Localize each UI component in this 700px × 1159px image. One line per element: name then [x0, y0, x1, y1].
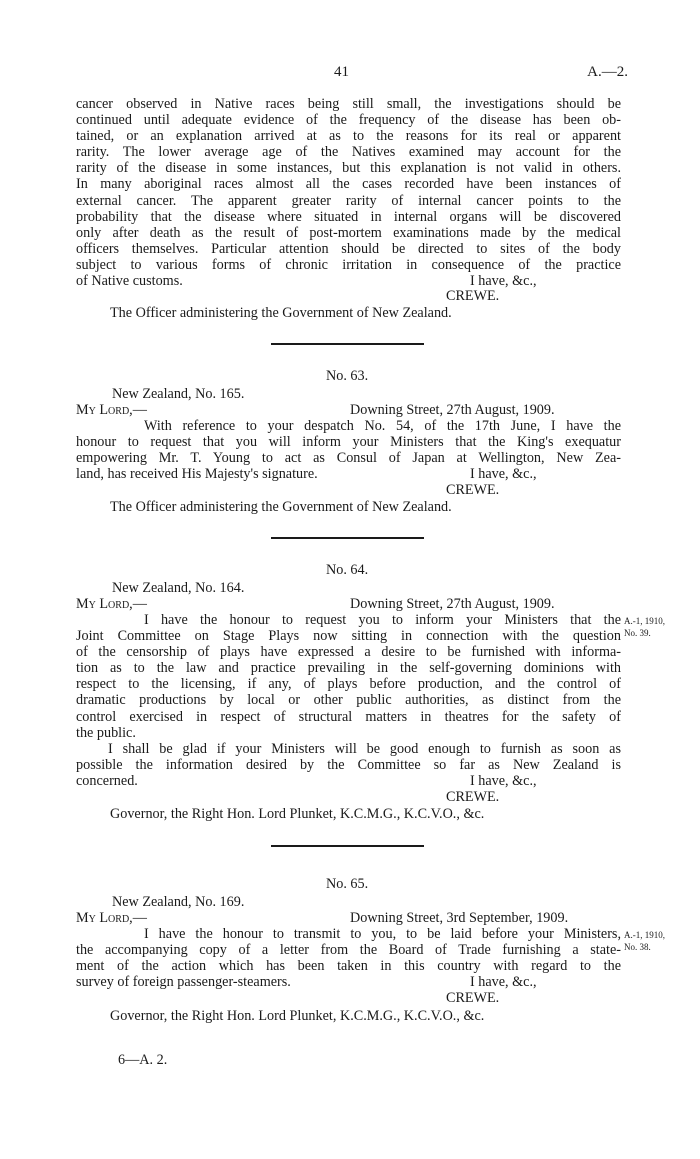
- text-line: survey of foreign passenger-steamers.: [76, 974, 291, 991]
- despatch-number: No. 65.: [326, 876, 369, 892]
- section-divider: [271, 537, 424, 539]
- paper-reference: A.—2.: [587, 64, 628, 80]
- signature-mark: 6—A. 2.: [118, 1052, 168, 1068]
- addressee: The Officer administering the Government of New Zealand.: [110, 305, 452, 321]
- text-line: continued until adequate evidence of the frequency of the disease has been ob-: [76, 112, 621, 129]
- text-line: of the censorship of plays have expressed a desire to be furnished with informa-: [76, 644, 621, 661]
- intro-paragraph: [76, 96, 621, 289]
- salutation: My Lord,—: [76, 402, 147, 418]
- addressee: Governor, the Right Hon. Lord Plunket, K.C.M.G., K.C.V.O., &c.: [110, 1008, 485, 1024]
- despatch-date: Downing Street, 27th August, 1909.: [350, 596, 555, 612]
- text-line: only after death as the result of post-mortem examinations made by the medical: [76, 224, 621, 241]
- signer: CREWE.: [446, 288, 500, 304]
- despatch-body: [76, 612, 621, 789]
- signer: CREWE.: [446, 482, 500, 498]
- closing: I have, &c.,: [470, 466, 537, 483]
- text-line: empowering Mr. T. Young to act as Consul of Japan at Wellington, New Zea-: [76, 450, 621, 467]
- text-line: I shall be glad if your Ministers will be good enough to furnish as soon as: [108, 740, 621, 757]
- despatch-number: No. 64.: [326, 562, 369, 578]
- signer: CREWE.: [446, 789, 500, 805]
- closing: I have, &c.,: [470, 974, 537, 991]
- section-divider: [271, 845, 424, 847]
- despatch-body: [76, 418, 621, 482]
- text-line: In many aboriginal races almost all the cases recorded have been instances of: [76, 176, 621, 193]
- text-line: the accompanying copy of a letter from the Board of Trade furnishing a state-: [76, 942, 621, 959]
- text-line: Joint Committee on Stage Plays now sitting in connection with the question: [76, 628, 621, 645]
- text-line: concerned.: [76, 772, 138, 789]
- text-line: subject to various forms of chronic irritation in consequence of the practice: [76, 256, 621, 273]
- margin-reference: A.-1, 1910,: [624, 616, 665, 626]
- addressee: The Officer administering the Government of New Zealand.: [110, 499, 452, 515]
- salutation: My Lord,—: [76, 596, 147, 612]
- closing: I have, &c.,: [470, 273, 537, 290]
- text-line: dramatic productions by local or other public authorities, as distinct from the: [76, 692, 621, 709]
- nz-reference: New Zealand, No. 169.: [112, 894, 245, 910]
- despatch-date: Downing Street, 27th August, 1909.: [350, 402, 555, 418]
- text-line: With reference to your despatch No. 54, of the 17th June, I have the: [144, 418, 621, 434]
- text-line: tained, or an explanation arrived at as to the reasons for its real or apparent: [76, 128, 621, 145]
- signer: CREWE.: [446, 990, 500, 1006]
- text-line: land, has received His Majesty's signature.: [76, 466, 318, 483]
- salutation: My Lord,—: [76, 910, 147, 926]
- addressee: Governor, the Right Hon. Lord Plunket, K.C.M.G., K.C.V.O., &c.: [110, 806, 485, 822]
- text-line: officers themselves. Particular attention should be directed to sites of the body: [76, 240, 621, 257]
- section-divider: [271, 343, 424, 345]
- text-line: cancer observed in Native races being still small, the investigations should be: [76, 96, 621, 112]
- nz-reference: New Zealand, No. 164.: [112, 580, 245, 596]
- text-line: of Native customs.: [76, 273, 183, 290]
- despatch-date: Downing Street, 3rd September, 1909.: [350, 910, 569, 926]
- text-line: external cancer. The apparent greater rarity of internal cancer points to the: [76, 192, 621, 209]
- text-line: I have the honour to transmit to you, to be laid before your Ministers,: [144, 926, 621, 942]
- despatch-number: No. 63.: [326, 368, 369, 384]
- text-line: ment of the action which has been taken in this country with regard to the: [76, 958, 621, 975]
- closing: I have, &c.,: [470, 772, 537, 789]
- text-line: control exercised in respect of structural matters in theatres for the safety of: [76, 708, 621, 725]
- text-line: the public.: [76, 724, 136, 741]
- text-line: respect to the licensing, if any, of plays before production, and the control of: [76, 676, 621, 693]
- text-line: rarity of the disease in some instances, but this explanation is not valid in others.: [76, 160, 621, 177]
- margin-reference: No. 38.: [624, 942, 651, 952]
- margin-reference: A.-1, 1910,: [624, 930, 665, 940]
- despatch-body: [76, 926, 621, 990]
- page-number: 41: [334, 64, 349, 80]
- text-line: I have the honour to request you to inform your Ministers that the: [144, 612, 621, 628]
- nz-reference: New Zealand, No. 165.: [112, 386, 245, 402]
- text-line: honour to request that you will inform your Ministers that the King's exequatur: [76, 434, 621, 451]
- margin-reference: No. 39.: [624, 628, 651, 638]
- text-line: rarity. The lower average age of the Natives examined may account for the: [76, 144, 621, 161]
- text-line: tion as to the law and practice prevailing in the self-governing dominions with: [76, 660, 621, 677]
- text-line: probability that the disease where situated in internal organs will be discovered: [76, 208, 621, 225]
- text-line: possible the information desired by the Committee so far as New Zealand is: [76, 756, 621, 773]
